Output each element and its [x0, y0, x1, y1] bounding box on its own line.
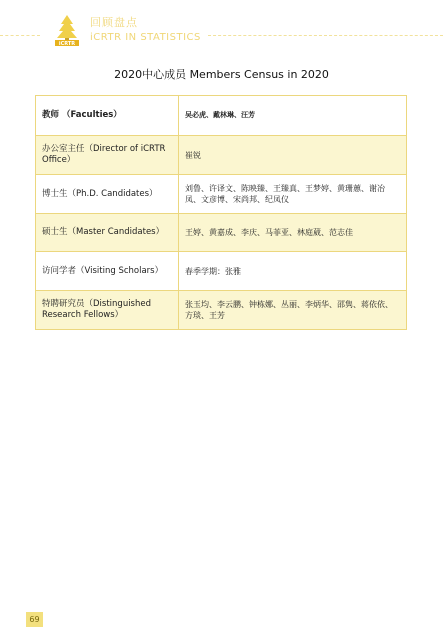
icrtr-logo-icon: [52, 14, 82, 46]
table-row: [36, 175, 407, 214]
row-value: 刘鲁、许译文、陈映臻、王臻真、王梦婷、黄珊蕙、谢冶凤、文彦博、宋尚邦、纪凤仪: [179, 175, 407, 214]
table-row: [36, 136, 407, 175]
row-label: 特聘研究员（Distinguished Research Fellows）: [36, 291, 179, 330]
table-row: [36, 214, 407, 252]
row-value: 吴必虎、戴林琳、汪芳: [179, 96, 407, 136]
row-label: 博士生（Ph.D. Candidates）: [36, 175, 179, 214]
row-label: 硕士生（Master Candidates）: [36, 214, 179, 252]
members-table: [35, 95, 407, 330]
table-row: [36, 252, 407, 291]
row-value: 崔锐: [179, 136, 407, 175]
row-label: 教师 （Faculties）: [36, 96, 179, 136]
header-divider-left: [0, 35, 40, 36]
svg-text:iCRTR: iCRTR: [58, 41, 76, 46]
page-number: 69: [26, 612, 43, 627]
table-row: [36, 291, 407, 330]
header-title-en: iCRTR IN STATISTICS: [90, 32, 201, 43]
header-title-cn: 回顾盘点: [90, 16, 138, 29]
row-label: 办公室主任（Director of iCRTR Office）: [36, 136, 179, 175]
page-header: [0, 0, 443, 56]
row-value: 王婷、黄嘉成、李庆、马菲亚、林庭葳、范志佳: [179, 214, 407, 252]
page-title: 2020中心成员 Members Census in 2020: [114, 68, 329, 81]
header-divider-right: [208, 35, 443, 36]
row-value: 春季学期：张雅: [179, 252, 407, 291]
table-row: [36, 96, 407, 136]
row-value: 张玉均、李云鹏、钟栋娜、丛丽、李炳华、邵隽、蒋依依、方琰、王芳: [179, 291, 407, 330]
row-label: 访问学者（Visiting Scholars）: [36, 252, 179, 291]
